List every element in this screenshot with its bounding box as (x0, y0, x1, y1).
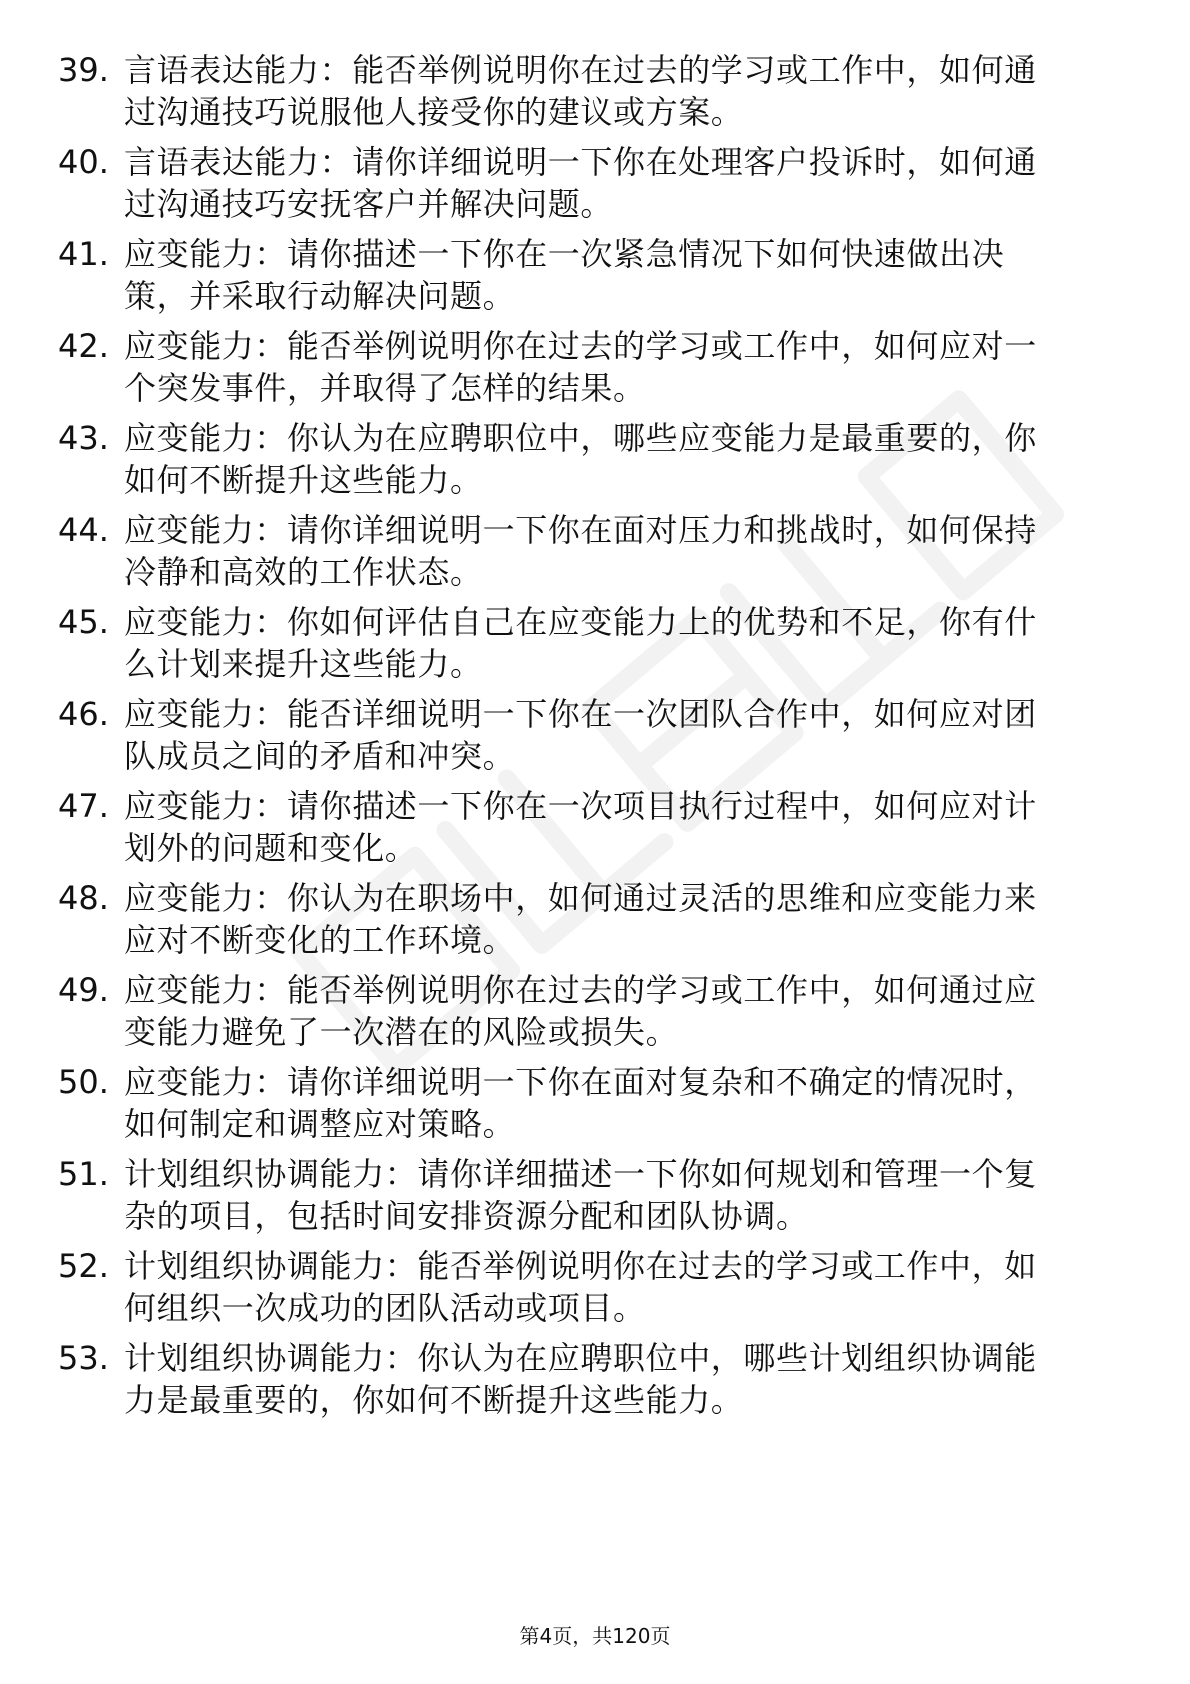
question-text (124, 1061, 1114, 1145)
question-line: 过沟通技巧安抚客户并解决问题。 (124, 185, 614, 223)
question-number: 47. (58, 787, 109, 825)
page-footer (0, 1622, 1190, 1650)
question-line: 个突发事件，并取得了怎样的结果。 (124, 369, 646, 407)
question-item (58, 417, 1138, 501)
question-number: 43. (58, 419, 109, 457)
question-line: 队成员之间的矛盾和冲突。 (124, 737, 516, 775)
question-line: 应变能力：能否详细说明一下你在一次团队合作中，如何应对团 (124, 695, 1037, 733)
question-line: 言语表达能力：能否举例说明你在过去的学习或工作中，如何通 (124, 51, 1037, 89)
question-line: 么计划来提升这些能力。 (124, 645, 483, 683)
question-line: 变能力避免了一次潜在的风险或损失。 (124, 1013, 679, 1051)
question-item (58, 693, 1138, 777)
question-number: 42. (58, 327, 109, 365)
question-number: 50. (58, 1063, 109, 1101)
question-text (124, 509, 1114, 593)
question-line: 言语表达能力：请你详细说明一下你在处理客户投诉时，如何通 (124, 143, 1037, 181)
question-item (58, 601, 1138, 685)
question-item (58, 233, 1138, 317)
question-number: 52. (58, 1247, 109, 1285)
question-item (58, 509, 1138, 593)
question-item (58, 785, 1138, 869)
question-number: 45. (58, 603, 109, 641)
question-text (124, 49, 1114, 133)
question-line: 应变能力：你如何评估自己在应变能力上的优势和不足，你有什 (124, 603, 1037, 641)
question-line: 如何制定和调整应对策略。 (124, 1105, 516, 1143)
question-line: 应变能力：你认为在职场中，如何通过灵活的思维和应变能力来 (124, 879, 1037, 917)
question-item (58, 1153, 1138, 1237)
question-line: 策，并采取行动解决问题。 (124, 277, 516, 315)
question-text (124, 1337, 1114, 1421)
question-line: 力是最重要的，你如何不断提升这些能力。 (124, 1381, 744, 1419)
question-line: 应变能力：请你描述一下你在一次紧急情况下如何快速做出决 (124, 235, 1005, 273)
question-line: 如何不断提升这些能力。 (124, 461, 483, 499)
question-line: 应变能力：请你详细说明一下你在面对复杂和不确定的情况时， (124, 1063, 1037, 1101)
question-text (124, 233, 1114, 317)
question-line: 杂的项目，包括时间安排资源分配和团队协调。 (124, 1197, 809, 1235)
question-line: 计划组织协调能力：你认为在应聘职位中，哪些计划组织协调能 (124, 1339, 1037, 1377)
question-text (124, 325, 1114, 409)
question-item (58, 1245, 1138, 1329)
question-item (58, 969, 1138, 1053)
question-line: 划外的问题和变化。 (124, 829, 418, 867)
question-number: 48. (58, 879, 109, 917)
question-number: 41. (58, 235, 109, 273)
question-number: 51. (58, 1155, 109, 1193)
question-item (58, 1337, 1138, 1421)
question-text (124, 141, 1114, 225)
question-text (124, 417, 1114, 501)
question-line: 计划组织协调能力：能否举例说明你在过去的学习或工作中，如 (124, 1247, 1037, 1285)
question-text (124, 969, 1114, 1053)
question-line: 应变能力：请你描述一下你在一次项目执行过程中，如何应对计 (124, 787, 1037, 825)
question-number: 49. (58, 971, 109, 1009)
question-text (124, 601, 1114, 685)
question-number: 46. (58, 695, 109, 733)
question-line: 应变能力：请你详细说明一下你在面对压力和挑战时，如何保持 (124, 511, 1037, 549)
question-item (58, 877, 1138, 961)
question-number: 39. (58, 51, 109, 89)
question-line: 何组织一次成功的团队活动或项目。 (124, 1289, 646, 1327)
question-number: 53. (58, 1339, 109, 1377)
question-item (58, 141, 1138, 225)
page-number: 第4页，共120页 (519, 1624, 671, 1648)
question-line: 应变能力：能否举例说明你在过去的学习或工作中，如何应对一 (124, 327, 1037, 365)
question-item (58, 49, 1138, 133)
question-text (124, 785, 1114, 869)
question-line: 计划组织协调能力：请你详细描述一下你如何规划和管理一个复 (124, 1155, 1037, 1193)
question-text (124, 693, 1114, 777)
question-line: 应对不断变化的工作环境。 (124, 921, 516, 959)
question-line: 冷静和高效的工作状态。 (124, 553, 483, 591)
question-text (124, 877, 1114, 961)
question-line: 应变能力：你认为在应聘职位中，哪些应变能力是最重要的，你 (124, 419, 1037, 457)
question-item (58, 325, 1138, 409)
question-number: 44. (58, 511, 109, 549)
question-text (124, 1245, 1114, 1329)
question-item (58, 1061, 1138, 1145)
question-line: 应变能力：能否举例说明你在过去的学习或工作中，如何通过应 (124, 971, 1037, 1009)
question-text (124, 1153, 1114, 1237)
question-line: 过沟通技巧说服他人接受你的建议或方案。 (124, 93, 744, 131)
question-number: 40. (58, 143, 109, 181)
